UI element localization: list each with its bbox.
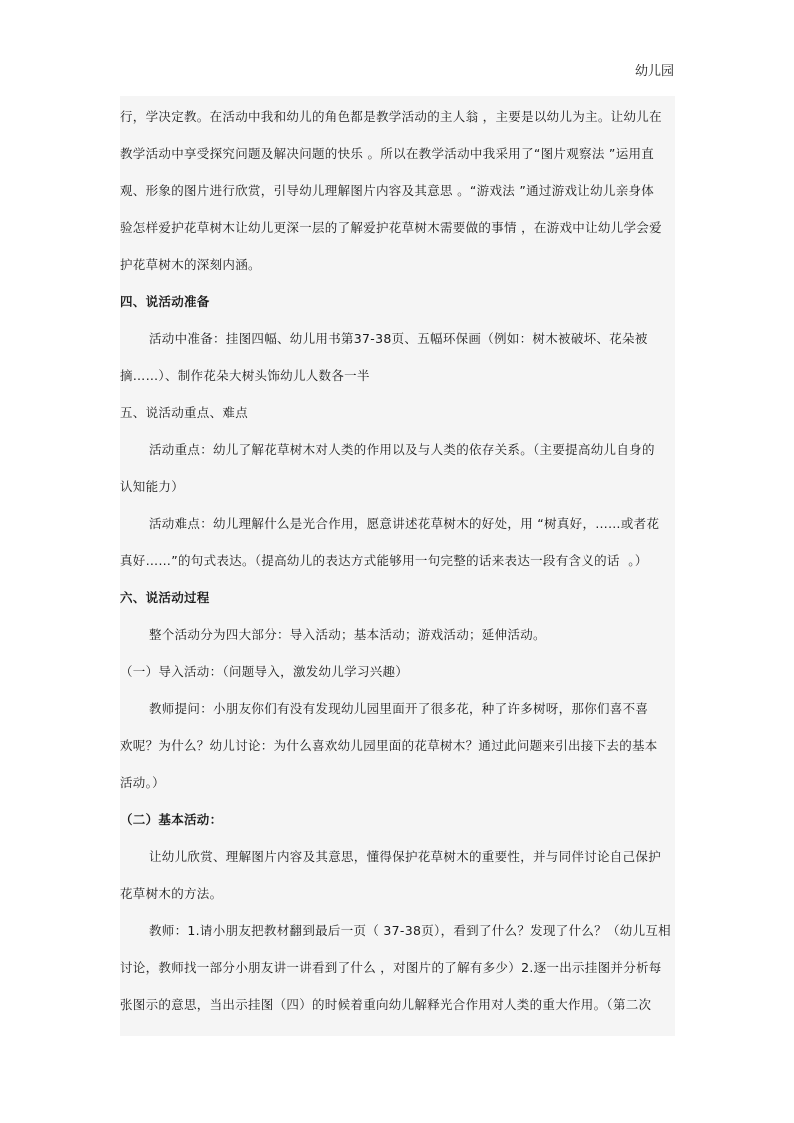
paragraph-line: 教师提问：小朋友你们有没有发现幼儿园里面开了很多花，种了许多树呀，那你们喜不喜 — [149, 701, 649, 716]
paragraph-line: 活动难点：幼儿理解什么是光合作用，愿意讲述花草树木的好处，用 “树真好，……或者花 — [149, 516, 660, 531]
paragraph-line: 活动。） — [120, 775, 165, 790]
paragraph-line: 花草树木的方法。 — [120, 886, 223, 901]
paragraph-line: 验怎样爱护花草树木让幼儿更深一层的了解爱护花草树木需要做的事情 ，在游戏中让幼儿学会爱 — [120, 220, 662, 235]
paragraph-line: 观、形象的图片进行欣赏，引导幼儿理解图片内容及其意思 。“游戏法 ”通过游戏让幼儿亲身体 — [120, 183, 655, 198]
subsection-heading: （一）导入活动：（问题导入，激发幼儿学习兴趣） — [120, 664, 409, 679]
section-heading: 六、说活动过程 — [120, 590, 210, 605]
subsection-heading: （二）基本活动： — [120, 812, 223, 827]
section-heading: 四、说活动准备 — [120, 294, 210, 309]
paragraph-line: 真好……”的句式表达。（提高幼儿的表达方式能够用一句完整的话来表达一段有含义的话 。） — [120, 553, 648, 568]
paragraph-line: 讨论，教师找一部分小朋友讲一讲看到了什么 ，对图片的了解有多少）2.逐一出示挂图并分析每 — [120, 960, 662, 975]
paragraph-line: 张图示的意思，当出示挂图（四）的时候着重向幼儿解释光合作用对人类的重大作用。（第二次 — [120, 997, 652, 1012]
paragraph-line: 活动中准备：挂图四幅、幼儿用书第37-38页、五幅环保画（例如：树木被破坏、花朵被 — [149, 331, 648, 346]
paragraph-line: 活动重点：幼儿了解花草树木对人类的作用以及与人类的依存关系。（主要提高幼儿自身的 — [149, 442, 655, 457]
section-heading: 五、说活动重点、难点 — [120, 405, 249, 420]
page-header: 幼儿园 — [634, 64, 674, 79]
document-body — [120, 96, 675, 1036]
paragraph-line: 让幼儿欣赏、理解图片内容及其意思，懂得保护花草树木的重要性，并与同伴讨论自己保护 — [149, 849, 662, 864]
paragraph-line: 护花草树木的深刻内涵。 — [120, 257, 261, 272]
paragraph-line: 教师：1.请小朋友把教材翻到最后一页（ 37-38页），看到了什么？发现了什么？（幼儿互相 — [149, 923, 671, 938]
paragraph-line: 摘……）、制作花朵大树头饰幼儿人数各一半 — [120, 368, 370, 383]
paragraph-line: 认知能力） — [120, 479, 185, 494]
paragraph-line: 教学活动中享受探究问题及解决问题的快乐 。所以在教学活动中我采用了“图片观察法 ”运用直 — [120, 146, 655, 161]
paragraph-line: 欢呢？为什么？幼儿讨论：为什么喜欢幼儿园里面的花草树木？通过此问题来引出接下去的基本 — [120, 738, 658, 753]
paragraph-line: 整个活动分为四大部分：导入活动；基本活动；游戏活动；延伸活动。 — [149, 627, 546, 642]
paragraph-line: 行，学决定教。在活动中我和幼儿的角色都是教学活动的主人翁 ，主要是以幼儿为主。让幼儿在 — [120, 109, 662, 124]
